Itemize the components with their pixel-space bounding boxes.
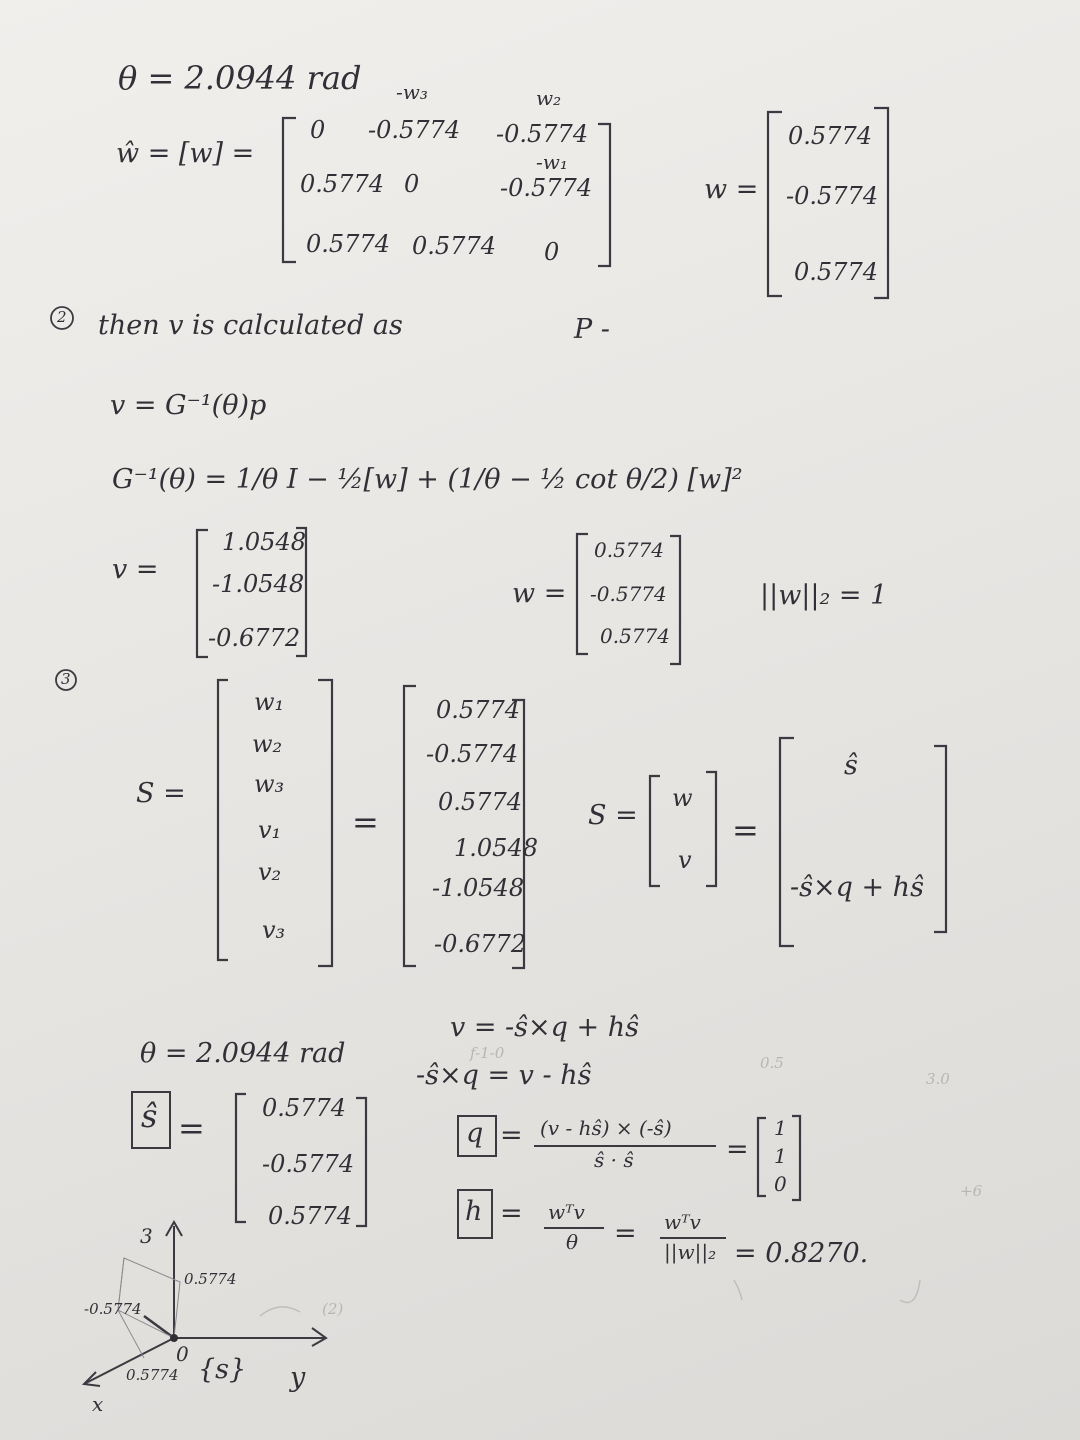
bracket — [758, 1118, 766, 1196]
equals-sign: = — [726, 1134, 749, 1165]
h-numerator: wᵀv — [548, 1200, 585, 1224]
q-numerator: (v - hŝ) × (-ŝ) — [540, 1116, 672, 1140]
frame-label: {s} — [198, 1354, 247, 1385]
col-label: -w₁ — [536, 150, 568, 174]
bracket — [670, 536, 680, 664]
theta-line-2: θ = 2.0944 rad — [140, 1038, 346, 1069]
p-note: P - — [574, 314, 610, 345]
matrix-cell: 0 — [310, 116, 326, 144]
w-vec-item: 0.5774 — [594, 538, 664, 562]
s-label: S = — [136, 778, 186, 809]
bracket — [780, 738, 794, 946]
v-vec-item: -1.0548 — [212, 570, 305, 598]
bracket — [768, 112, 782, 296]
ghost-mark: (2) — [322, 1300, 344, 1318]
s-value: 0.5774 — [436, 696, 520, 724]
h-denominator-2: ||w||₂ — [664, 1240, 717, 1264]
rhs-item: ŝ — [844, 750, 858, 781]
z-axis-label: 3 — [140, 1224, 153, 1248]
bracket — [706, 772, 716, 886]
bracket — [650, 776, 660, 886]
w-vec-item: 0.5774 — [788, 122, 872, 150]
q-item: 0 — [774, 1172, 787, 1196]
s-value: -1.0548 — [432, 874, 525, 902]
sketch-value: 0.5774 — [126, 1366, 179, 1384]
s-symbol: w₁ — [254, 688, 285, 716]
w-vec-item: -0.5774 — [590, 582, 667, 606]
ghost-mark: 3.0 — [926, 1070, 950, 1088]
y-axis-label: y — [290, 1362, 306, 1393]
v-vec-item: -0.6772 — [208, 624, 301, 652]
ghost-mark: +6 — [960, 1182, 983, 1200]
s-symbol: v₁ — [258, 816, 282, 844]
s-hat-item: -0.5774 — [262, 1150, 355, 1178]
matrix-cell: 0 — [544, 238, 560, 266]
origin-label: 0 — [176, 1342, 189, 1366]
w-label: w = — [704, 174, 759, 205]
s-value: 0.5774 — [438, 788, 522, 816]
s-value: 1.0548 — [454, 834, 538, 862]
s-hat-item: 0.5774 — [262, 1094, 346, 1122]
s2-item: w — [672, 784, 693, 812]
matrix-cell: 0 — [404, 170, 420, 198]
v-formula: v = G⁻¹(θ)p — [110, 390, 267, 421]
s-value: -0.5774 — [426, 740, 519, 768]
s-hat-boxed: ŝ — [141, 1097, 158, 1135]
section-number: 2 — [57, 308, 67, 326]
q-denominator: ŝ · ŝ — [594, 1148, 634, 1172]
v-label: v = — [112, 554, 159, 585]
ghost-mark: 0.5 — [760, 1054, 784, 1072]
bracket — [598, 124, 610, 266]
s-label-2: S = — [588, 800, 638, 831]
sketch-value: 0.5774 — [184, 1270, 237, 1288]
matrix-cell: 0.5774 — [300, 170, 384, 198]
h-numerator-2: wᵀv — [664, 1210, 701, 1234]
col-label: w₂ — [536, 86, 562, 110]
bracket — [236, 1094, 246, 1222]
s-symbol: w₃ — [254, 770, 285, 798]
q-item: 1 — [774, 1144, 787, 1168]
s2-item: v — [678, 846, 692, 874]
bracket — [218, 680, 228, 960]
w-label-2: w = — [512, 578, 567, 609]
equals-sign: = — [732, 811, 759, 849]
s-symbol: w₂ — [252, 730, 283, 758]
matrix-cell: -0.5774 — [496, 120, 589, 148]
bracket — [283, 118, 296, 262]
matrix-cell: 0.5774 — [412, 232, 496, 260]
v-vec-item: 1.0548 — [222, 528, 306, 556]
rhs-item: -ŝ×q + hŝ — [790, 872, 924, 903]
sketch-value: -0.5774 — [84, 1300, 142, 1318]
equals-sign: = — [500, 1120, 523, 1151]
g-inverse-formula: G⁻¹(θ) = 1/θ I − ½[w] + (1/θ − ½ cot θ/2) [w]² — [112, 464, 743, 495]
h-result: = 0.8270. — [734, 1238, 869, 1269]
norm-w: ||w||₂ = 1 — [760, 580, 888, 611]
h-boxed: h — [465, 1196, 483, 1227]
w-vec-item: 0.5774 — [600, 624, 670, 648]
equals-sign: = — [614, 1218, 637, 1249]
equals-sign: = — [352, 803, 379, 841]
ghost-mark: f-1-0 — [470, 1044, 505, 1062]
s-symbol: v₂ — [258, 858, 282, 886]
x-axis-label: x — [92, 1392, 104, 1416]
q-boxed: q — [466, 1118, 484, 1149]
bracket — [318, 680, 332, 966]
equals-sign: = — [500, 1198, 523, 1229]
w-hat-label: ŵ = [w] = — [116, 138, 255, 169]
bracket — [197, 530, 208, 657]
bracket — [577, 534, 588, 654]
sxq-equation: -ŝ×q = v - hŝ — [416, 1060, 592, 1091]
matrix-cell: -0.5774 — [368, 116, 461, 144]
w-vec-item: 0.5774 — [794, 258, 878, 286]
s-hat-item: 0.5774 — [268, 1202, 352, 1230]
bracket — [934, 746, 946, 932]
bracket — [792, 1116, 800, 1200]
bracket — [404, 686, 416, 966]
matrix-cell: -0.5774 — [500, 174, 593, 202]
v-equation: v = -ŝ×q + hŝ — [450, 1012, 639, 1043]
bracket — [356, 1098, 366, 1226]
col-label: -w₃ — [396, 80, 428, 104]
h-denominator: θ — [566, 1230, 579, 1254]
q-item: 1 — [774, 1116, 787, 1140]
section-heading: then v is calculated as — [98, 310, 403, 341]
s-symbol: v₃ — [262, 916, 286, 944]
s-value: -0.6772 — [434, 930, 527, 958]
matrix-cell: 0.5774 — [306, 230, 390, 258]
w-vec-item: -0.5774 — [786, 182, 879, 210]
s-vector — [144, 1316, 174, 1338]
equals-sign: = — [178, 1109, 205, 1147]
section-number: 3 — [61, 670, 71, 688]
theta-line: θ = 2.0944 rad — [118, 59, 362, 97]
